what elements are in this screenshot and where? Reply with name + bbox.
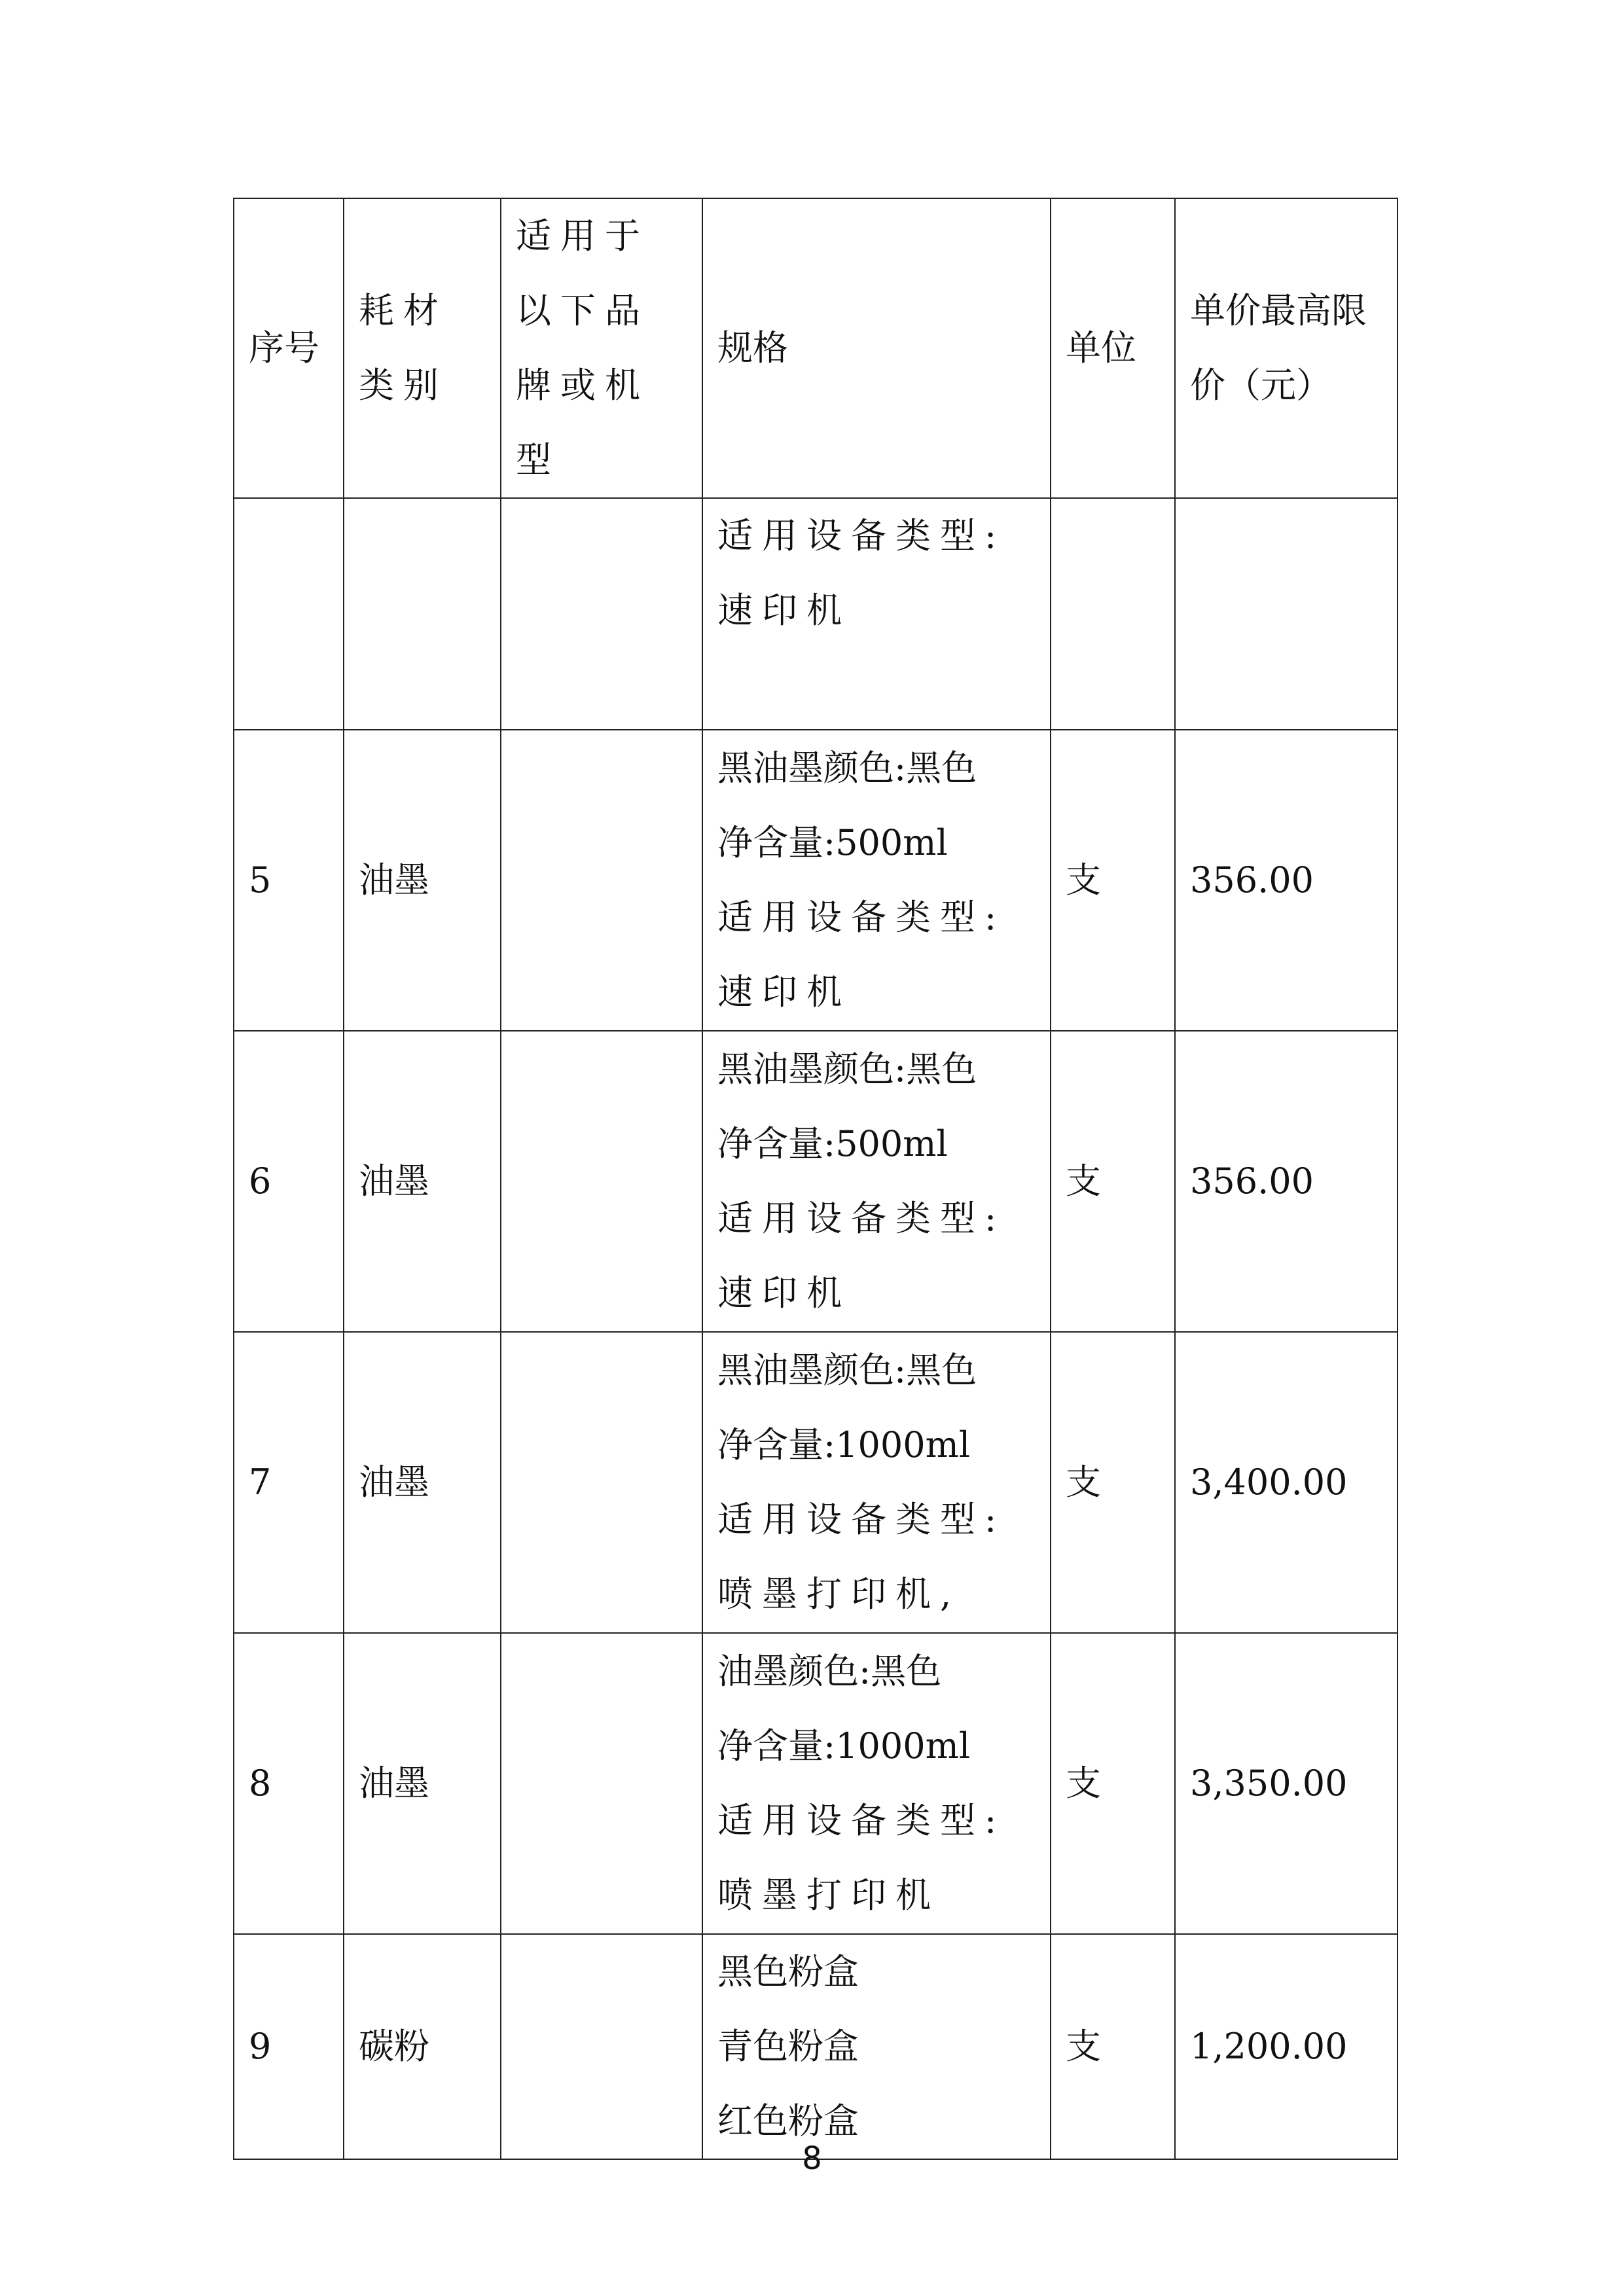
cell-unit: 支 [1051, 1031, 1175, 1332]
spec-line: 黑油墨颜色:黑色 [717, 747, 977, 789]
spec-line: 净含量:500ml [717, 1123, 948, 1164]
cell-unit: 支 [1051, 1934, 1175, 2159]
header-unit: 单位 [1051, 198, 1175, 498]
table-row [234, 1031, 1398, 1332]
cell-seq: 8 [234, 1633, 344, 1934]
consumables-price-table [233, 198, 1398, 2160]
cell-brand [501, 730, 702, 1031]
spec-line: 适用设备类型:喷墨打印机 [717, 1800, 1006, 1916]
spec-line: 青色粉盒 [717, 2026, 859, 2067]
cell-spec [702, 730, 1051, 1031]
header-price: 单价最高限价（元） [1175, 198, 1398, 498]
cell-brand [501, 1031, 702, 1332]
cell-brand [501, 1633, 702, 1934]
spec-line: 适用设备类型:喷墨打印机, [717, 1499, 1006, 1615]
cell-unit: 支 [1051, 730, 1175, 1031]
cell-seq: 6 [234, 1031, 344, 1332]
cell-spec [702, 1031, 1051, 1332]
cell-seq: 9 [234, 1934, 344, 2159]
cell-brand [501, 1934, 702, 2159]
cell-price: 356.00 [1175, 1031, 1398, 1332]
cell-seq: 5 [234, 730, 344, 1031]
table-row [234, 730, 1398, 1031]
spec-line: 黑油墨颜色:黑色 [717, 1350, 977, 1391]
cell-brand [501, 1332, 702, 1633]
cell-unit: 支 [1051, 1332, 1175, 1633]
cell-seq: 7 [234, 1332, 344, 1633]
header-seq: 序号 [234, 198, 344, 498]
cell-price [1175, 498, 1398, 730]
spec-line: 净含量:500ml [717, 822, 948, 863]
cell-category: 油墨 [344, 730, 501, 1031]
cell-category: 油墨 [344, 1332, 501, 1633]
table-row [234, 1332, 1398, 1633]
cell-price: 1,200.00 [1175, 1934, 1398, 2159]
table-row [234, 498, 1398, 730]
cell-spec [702, 1332, 1051, 1633]
spec-line: 红色粉盒 [717, 2100, 859, 2142]
cell-spec [702, 1633, 1051, 1934]
header-spec: 规格 [702, 198, 1051, 498]
header-brand: 适用于以下品牌或机型 [501, 198, 702, 498]
cell-spec [702, 1934, 1051, 2159]
spec-line: 适用设备类型:速印机 [717, 1198, 1006, 1314]
cell-category [344, 498, 501, 730]
table-row [234, 1633, 1398, 1934]
spec-line: 净含量:1000ml [717, 1424, 971, 1465]
page-number: 8 [802, 2140, 822, 2177]
cell-price: 3,350.00 [1175, 1633, 1398, 1934]
cell-seq [234, 498, 344, 730]
cell-category: 油墨 [344, 1031, 501, 1332]
table-row [234, 1934, 1398, 2159]
spec-line: 油墨颜色:黑色 [717, 1651, 942, 1692]
cell-unit: 支 [1051, 1633, 1175, 1934]
cell-category: 油墨 [344, 1633, 501, 1934]
header-category: 耗材类别 [344, 198, 501, 498]
cell-unit [1051, 498, 1175, 730]
cell-spec: 适用设备类型:速印机 [702, 498, 1051, 730]
table-header-row [234, 198, 1398, 498]
cell-brand [501, 498, 702, 730]
cell-price: 356.00 [1175, 730, 1398, 1031]
spec-line: 净含量:1000ml [717, 1725, 971, 1767]
cell-price: 3,400.00 [1175, 1332, 1398, 1633]
spec-line: 黑油墨颜色:黑色 [717, 1049, 977, 1090]
spec-line: 黑色粉盒 [717, 1951, 859, 1992]
cell-category: 碳粉 [344, 1934, 501, 2159]
spec-line: 适用设备类型:速印机 [717, 897, 1006, 1013]
